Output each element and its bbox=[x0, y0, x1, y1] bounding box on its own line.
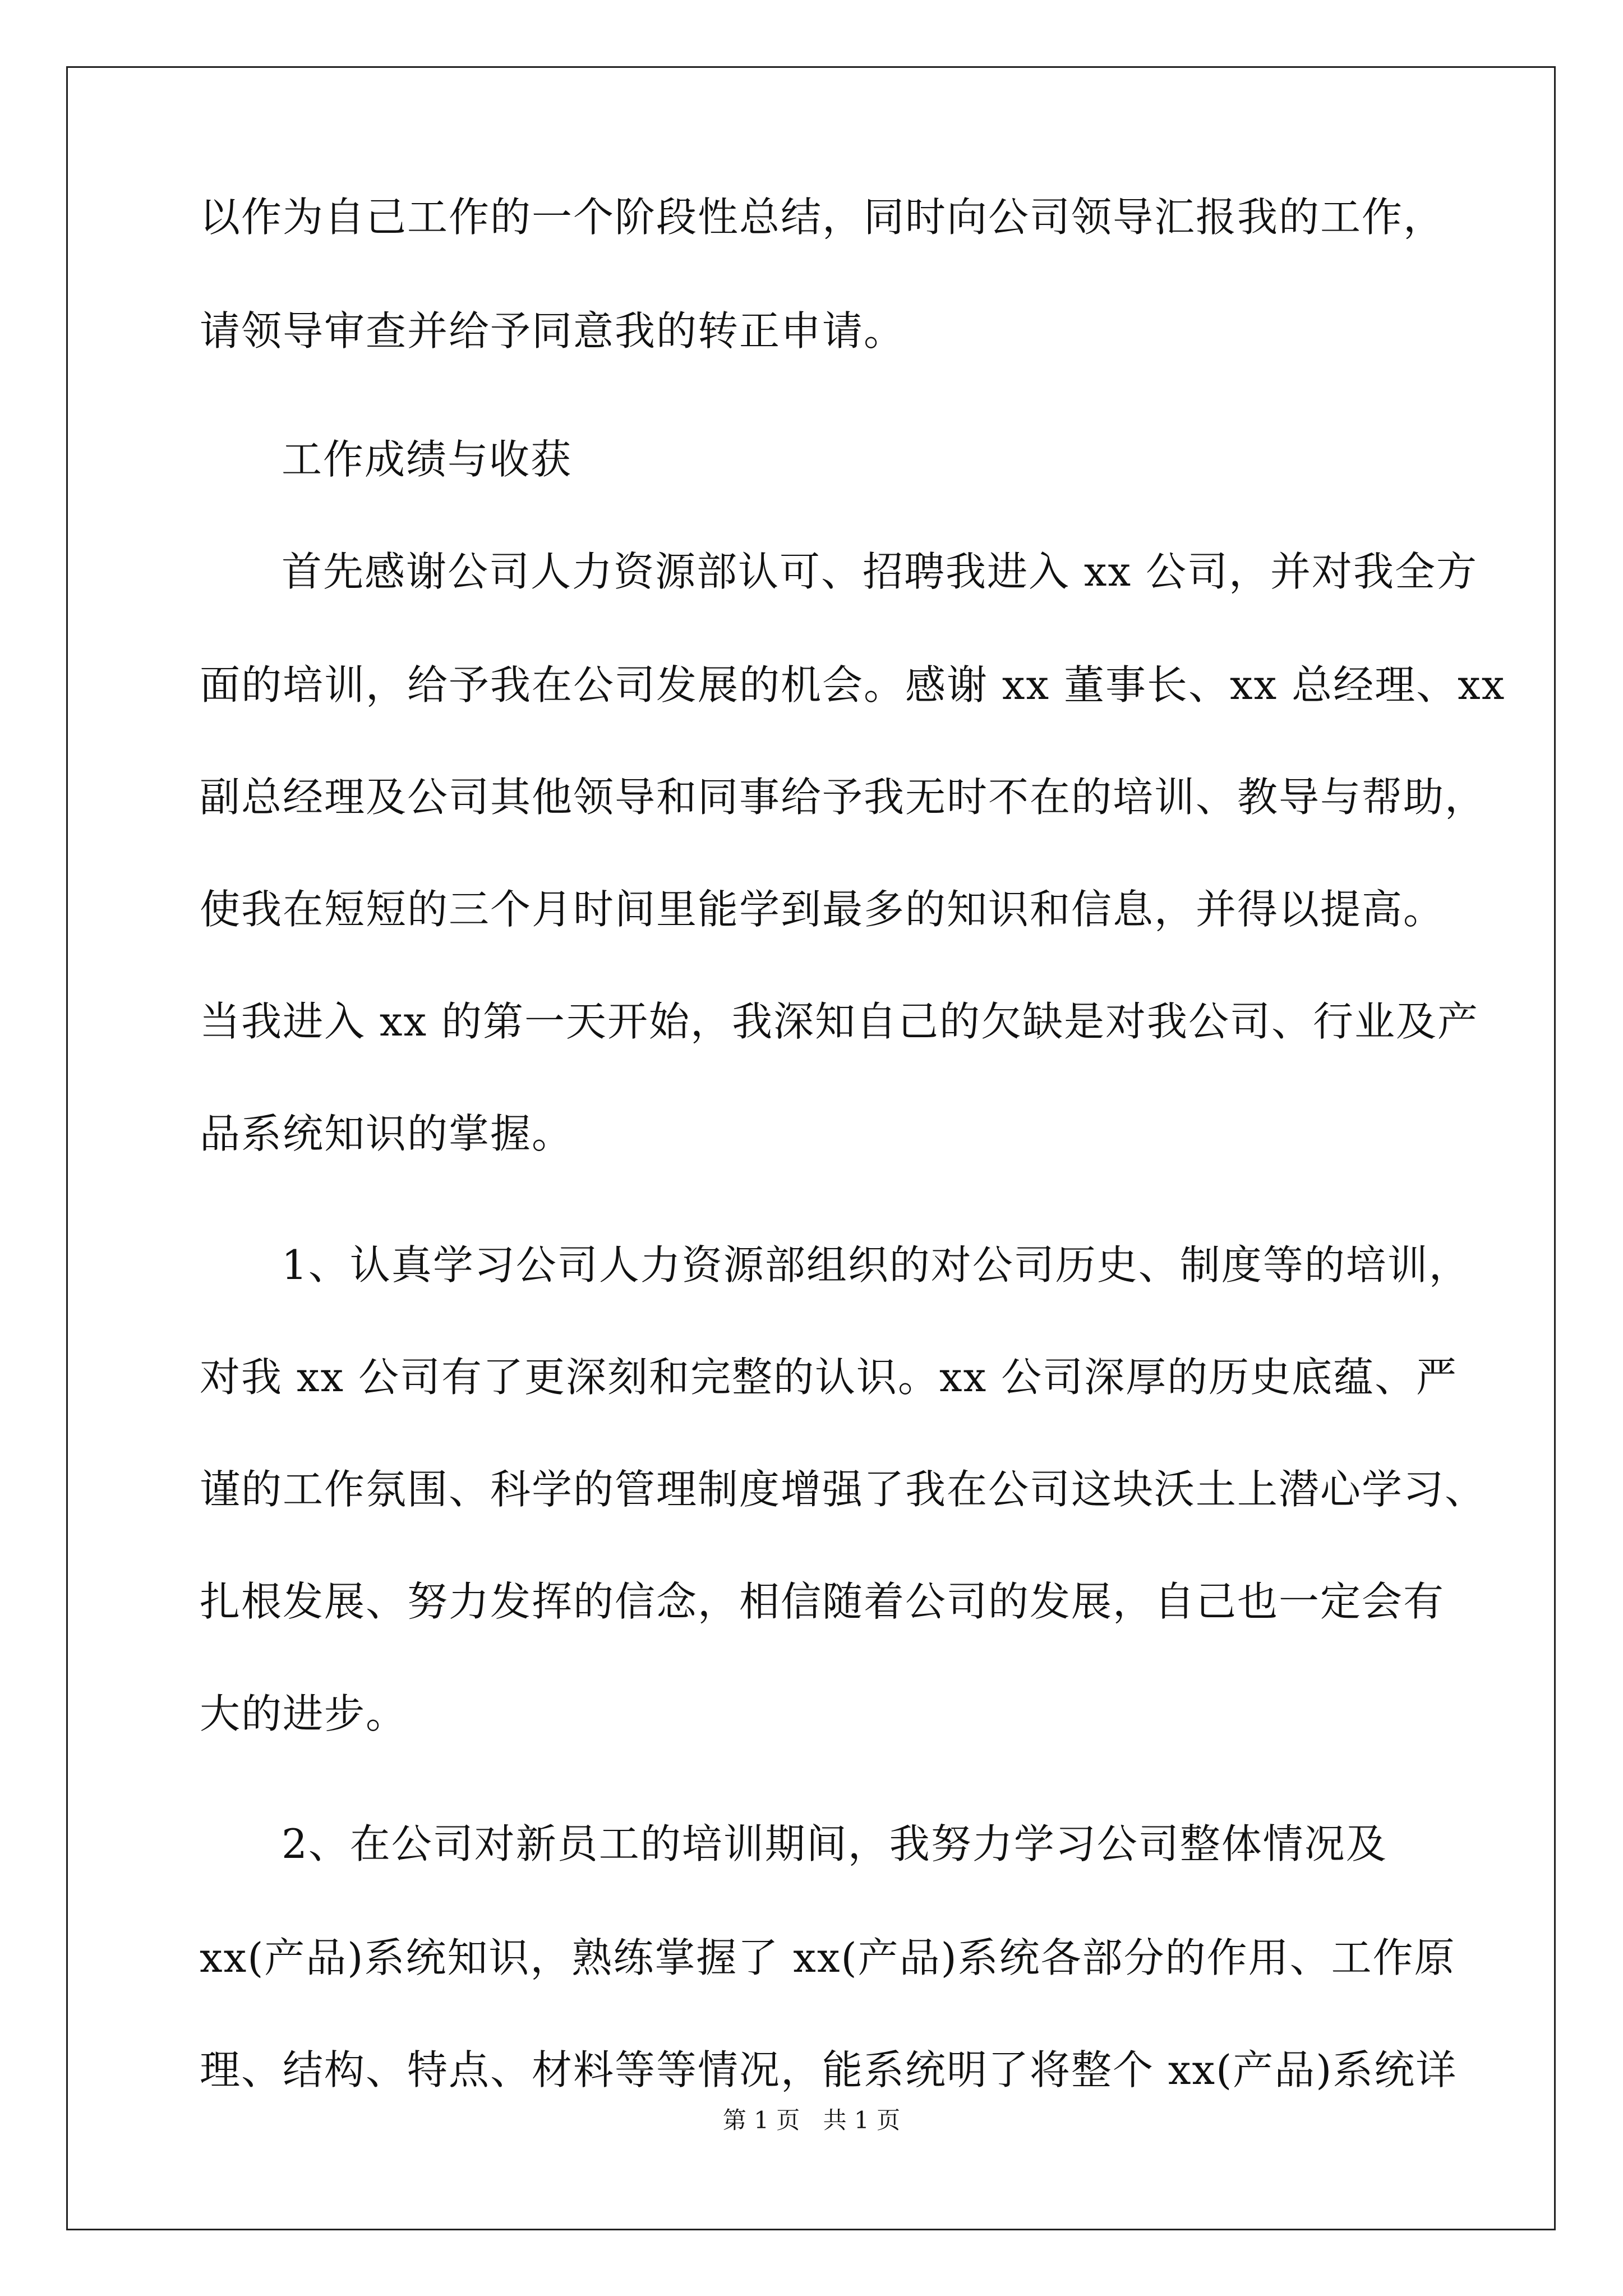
text-line: 对我 xx 公司有了更深刻和完整的认识。xx 公司深厚的历史底蕴、严 bbox=[200, 1354, 1458, 1401]
text-line: 谨的工作氛围、科学的管理制度增强了我在公司这块沃土上潜心学习、 bbox=[200, 1466, 1487, 1513]
section-heading: 工作成绩与收获 bbox=[282, 436, 573, 483]
text-line: 使我在短短的三个月时间里能学到最多的知识和信息，并得以提高。 bbox=[200, 886, 1445, 933]
text-line: 以作为自己工作的一个阶段性总结，同时向公司领导汇报我的工作， bbox=[200, 194, 1445, 241]
text-line: 首先感谢公司人力资源部认可、招聘我进入 xx 公司，并对我全方 bbox=[282, 548, 1478, 595]
text-line: 副总经理及公司其他领导和同事给予我无时不在的培训、教导与帮助， bbox=[200, 774, 1487, 821]
text-line: xx(产品)系统知识，熟练掌握了 xx(产品)系统各部分的作用、工作原 bbox=[200, 1934, 1456, 1981]
page-number: 第 1 页 bbox=[722, 2106, 800, 2134]
text-line: 请领导审查并给予同意我的转正申请。 bbox=[200, 307, 906, 355]
page-total: 共 1 页 bbox=[823, 2106, 901, 2134]
text-line: 2、在公司对新员工的培训期间，我努力学习公司整体情况及 bbox=[282, 1820, 1387, 1867]
text-line: 理、结构、特点、材料等等情况，能系统明了将整个 xx(产品)系统详 bbox=[200, 2046, 1458, 2093]
page-footer bbox=[0, 2104, 1623, 2137]
text-line: 扎根发展、努力发挥的信念，相信随着公司的发展，自己也一定会有 bbox=[200, 1578, 1445, 1625]
text-line: 当我进入 xx 的第一天开始，我深知自己的欠缺是对我公司、行业及产 bbox=[200, 998, 1479, 1045]
text-line: 1、认真学习公司人力资源部组织的对公司历史、制度等的培训， bbox=[282, 1241, 1470, 1289]
text-line: 品系统知识的掌握。 bbox=[200, 1110, 574, 1157]
text-line: 大的进步。 bbox=[200, 1690, 408, 1737]
text-line: 面的培训，给予我在公司发展的机会。感谢 xx 董事长、xx 总经理、xx bbox=[200, 661, 1506, 708]
